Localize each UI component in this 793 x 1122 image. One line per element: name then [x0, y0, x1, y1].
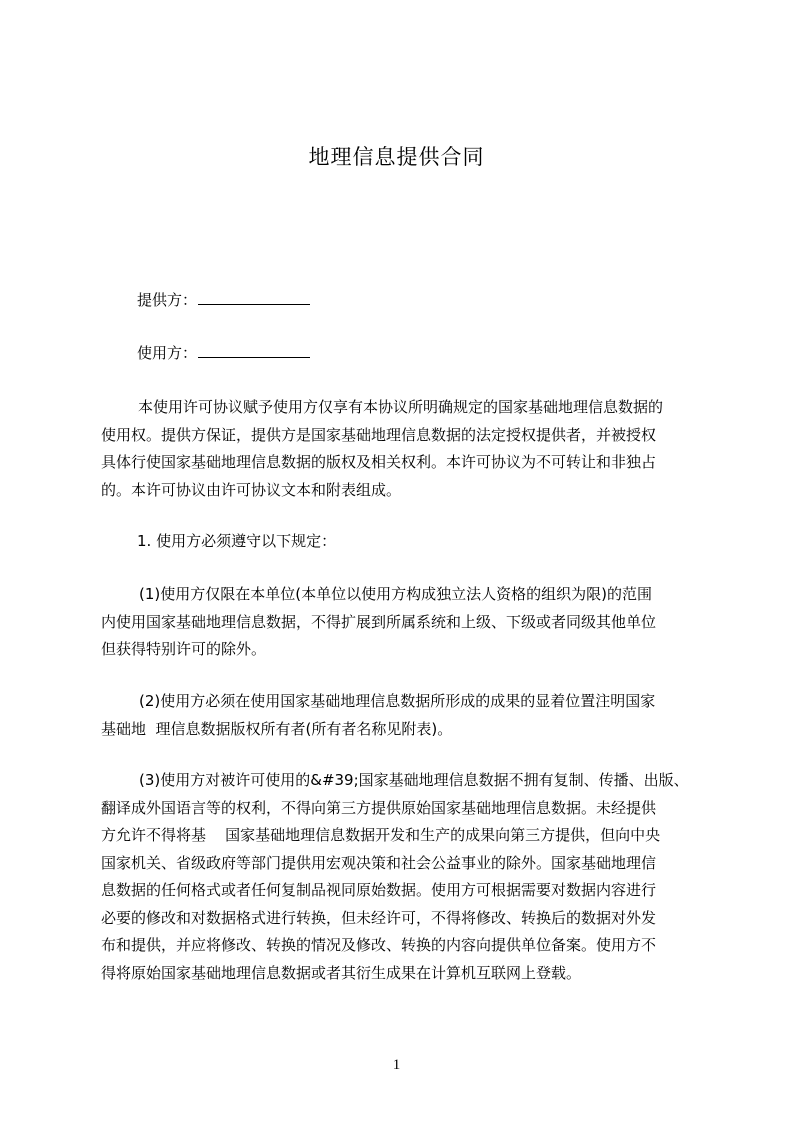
- section-1-heading-text: 1. 使用方必须遵守以下规定：: [137, 532, 337, 550]
- clause-3-paragraph: [101, 767, 705, 987]
- intro-line: 的。本许可协议由许可协议文本和附表组成。: [101, 480, 402, 499]
- clause-1-line: 但获得特别许可的除外。: [101, 640, 267, 658]
- clause-2-line: 基础地 理信息数据版权所有者(所有者名称见附表)。: [101, 719, 453, 738]
- clause-3-line: 国家机关、省级政府等部门提供用宏观决策和社会公益事业的除外。国家基础地理信: [101, 853, 657, 872]
- user-line: [137, 343, 310, 363]
- clause-1-line: 内使用国家基础地理信息数据，不得扩展到所属系统和上级、下级或者同级其他单位: [101, 612, 657, 631]
- clause-2-line: (2)使用方必须在使用国家基础地理信息数据所形成的成果的显着位置注明国家: [139, 692, 656, 710]
- clause-3-line: 必要的修改和对数据格式进行转换，但未经许可，不得将修改、转换后的数据对外发: [101, 908, 657, 927]
- provider-label: 提供方：: [137, 291, 198, 309]
- document-title: 地理信息提供合同: [308, 145, 485, 169]
- intro-line: 具体行使国家基础地理信息数据的版权及相关权利。本许可协议为不可转让和非独占: [101, 453, 657, 471]
- section-1-heading: [101, 528, 705, 556]
- clause-3-line: 布和提供，并应将修改、转换的情况及修改、转换的内容向提供单位备案。使用方不: [101, 936, 657, 954]
- provider-blank-field: [198, 290, 310, 305]
- page-number: 1: [392, 1057, 401, 1073]
- clause-3-line: 方允许不得将基 国家基础地理信息数据开发和生产的成果向第三方提供，但向中央: [101, 826, 661, 844]
- user-label: 使用方：: [137, 344, 198, 362]
- intro-line: 使用权。提供方保证，提供方是国家基础地理信息数据的法定授权提供者，并被授权: [101, 425, 657, 444]
- user-blank-field: [198, 343, 310, 358]
- clause-3-line: 得将原始国家基础地理信息数据或者其衍生成果在计算机互联网上登载。: [101, 963, 582, 982]
- intro-paragraph: [101, 394, 705, 504]
- clause-3-line: 翻译成外国语言等的权利，不得向第三方提供原始国家基础地理信息数据。未经提供: [101, 798, 657, 817]
- clause-1-line: (1)使用方仅限在本单位(本单位以使用方构成独立法人资格的组织为限)的范围: [139, 585, 652, 603]
- clause-3-line: (3)使用方对被许可使用的&#39;国家基础地理信息数据不拥有复制、传播、出版、: [139, 771, 689, 789]
- clause-1-paragraph: [101, 581, 705, 664]
- provider-line: [137, 290, 310, 310]
- clause-2-paragraph: [101, 688, 705, 743]
- clause-3-line: 息数据的任何格式或者任何复制品视同原始数据。使用方可根据需要对数据内容进行: [101, 881, 657, 899]
- intro-line: 本使用许可协议赋予使用方仅享有本协议所明确规定的国家基础地理信息数据的: [138, 398, 664, 416]
